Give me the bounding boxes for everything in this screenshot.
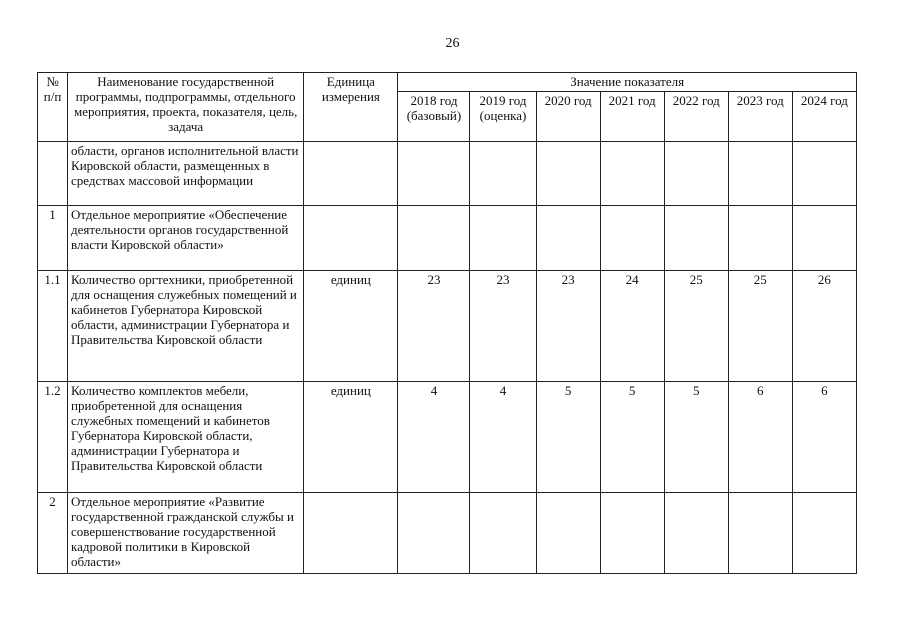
header-year-2024: 2024 год [792,92,856,142]
row-name: области, органов исполнительной власти Кировской области, размещенных в средствах массовой информации [68,142,304,206]
table-row [38,382,857,493]
row-num: 1.1 [38,271,68,382]
table-row [38,271,857,382]
row-value: 4 [470,382,536,493]
row-value: 5 [664,382,728,493]
row-value [398,493,470,574]
header-year-2023: 2023 год [728,92,792,142]
row-value: 5 [536,382,600,493]
row-unit [304,206,398,271]
header-value-group: Значение показателя [398,73,857,92]
row-value [600,206,664,271]
row-value [728,493,792,574]
row-unit: единиц [304,271,398,382]
row-value [792,142,856,206]
row-value [728,142,792,206]
row-value [792,206,856,271]
row-value: 25 [728,271,792,382]
row-value [536,142,600,206]
row-num [38,142,68,206]
row-name: Количество комплектов мебели, приобретенной для оснащения служебных помещений и кабинетов Губернатора Кировской области, администрации Губернатора и Правительства Кировской области [68,382,304,493]
row-value: 6 [728,382,792,493]
row-value [398,142,470,206]
row-num: 1.2 [38,382,68,493]
row-value [600,493,664,574]
header-year-2018: 2018 год (базовый) [398,92,470,142]
row-unit: единиц [304,382,398,493]
row-value: 5 [600,382,664,493]
row-value: 26 [792,271,856,382]
row-value [792,493,856,574]
row-value: 6 [792,382,856,493]
row-unit [304,142,398,206]
table-row [38,142,857,206]
row-value [664,493,728,574]
header-unit: Единица измерения [304,73,398,142]
header-year-2022: 2022 год [664,92,728,142]
header-year-2019: 2019 год (оценка) [470,92,536,142]
row-name: Отдельное мероприятие «Развитие государственной гражданской службы и совершенствование государственной кадровой политики в Кировской области» [68,493,304,574]
header-year-2020: 2020 год [536,92,600,142]
row-value: 25 [664,271,728,382]
row-value: 23 [398,271,470,382]
row-value: 4 [398,382,470,493]
row-value: 23 [470,271,536,382]
row-num: 1 [38,206,68,271]
row-value [664,206,728,271]
table-row [38,493,857,574]
row-value [470,493,536,574]
row-value [600,142,664,206]
row-num: 2 [38,493,68,574]
row-value [536,493,600,574]
row-value [470,142,536,206]
row-value [664,142,728,206]
indicators-table [37,72,857,574]
row-value [728,206,792,271]
row-name: Отдельное мероприятие «Обеспечение деятельности органов государственной власти Кировской области» [68,206,304,271]
row-value: 23 [536,271,600,382]
row-unit [304,493,398,574]
row-value [536,206,600,271]
row-value: 24 [600,271,664,382]
header-year-2021: 2021 год [600,92,664,142]
header-num: № п/п [38,73,68,142]
header-name: Наименование государственной программы, подпрограммы, отдельного мероприятия, проекта, показателя, цель, задача [68,73,304,142]
table-row [38,206,857,271]
page-number: 26 [445,36,460,51]
row-name: Количество оргтехники, приобретенной для оснащения служебных помещений и кабинетов Губернатора Кировской области, администрации Губернатора и Правительства Кировской области [68,271,304,382]
row-value [398,206,470,271]
row-value [470,206,536,271]
